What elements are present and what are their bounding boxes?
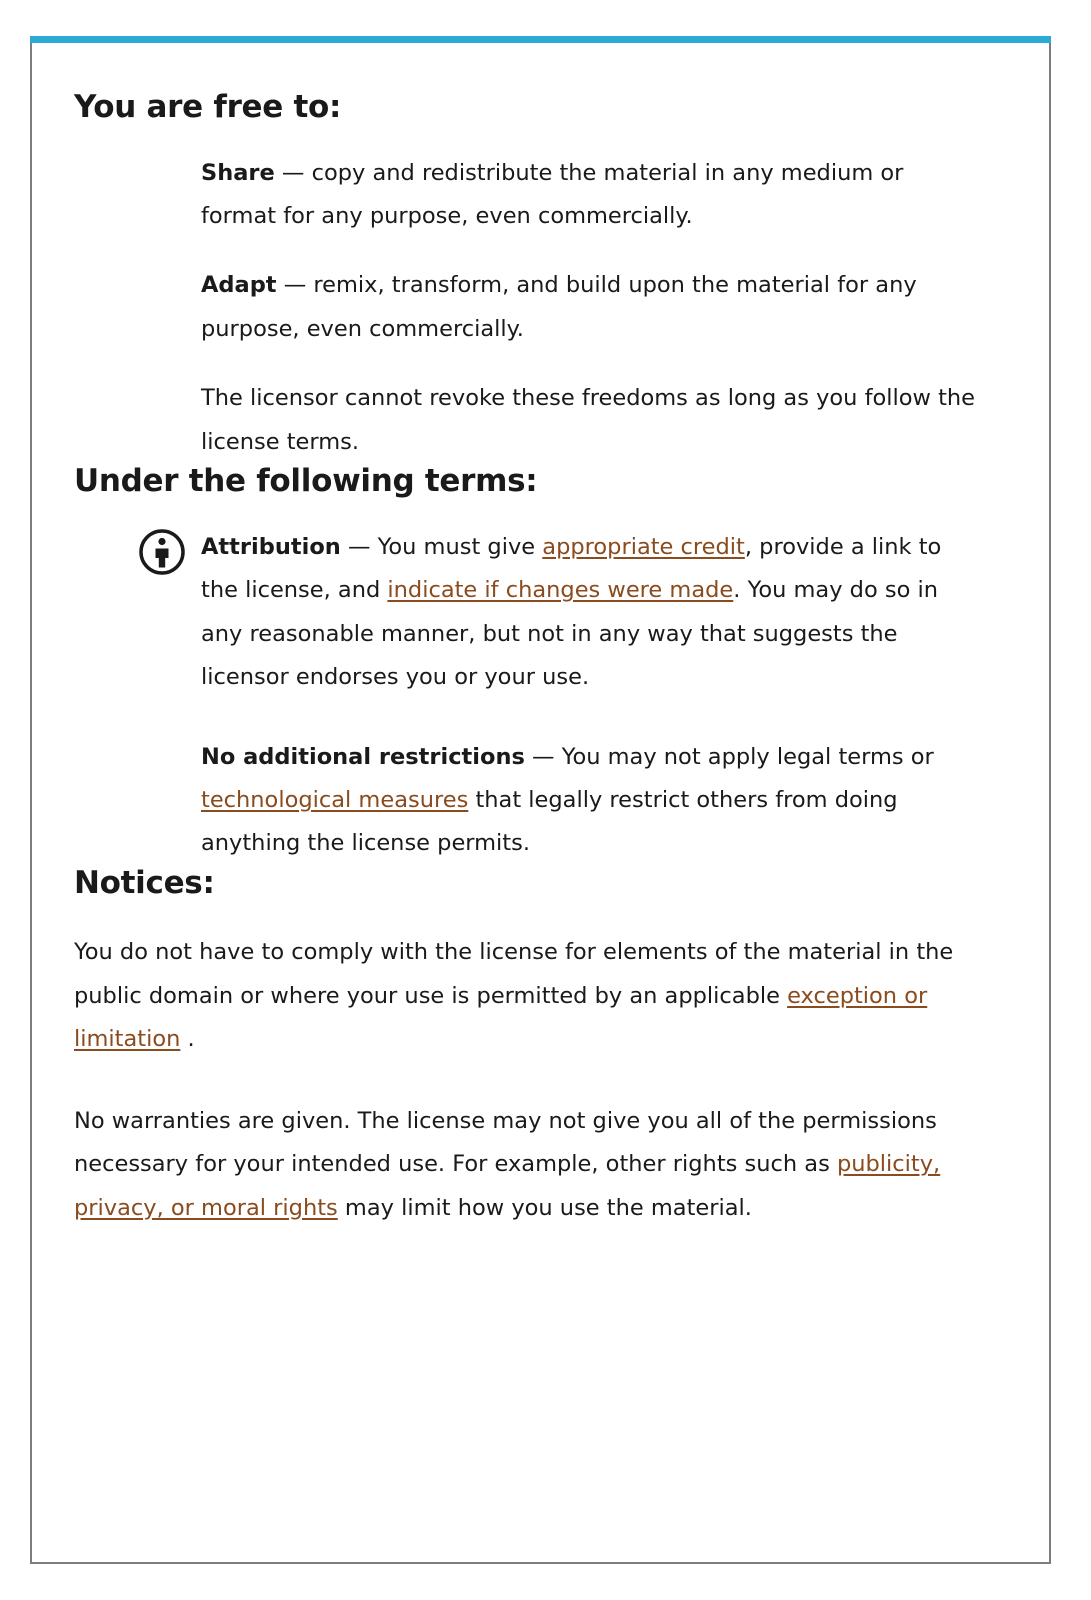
link-appropriate-credit[interactable]: appropriate credit — [542, 533, 745, 560]
term-no-restrictions-text-1: — You may not apply legal terms or — [524, 743, 934, 770]
freedom-adapt-paragraph — [201, 264, 984, 351]
notices-paragraph-2 — [74, 1100, 984, 1230]
freedom-share — [201, 152, 984, 239]
freedom-adapt-term: Adapt — [201, 272, 277, 299]
accent-top-bar — [30, 36, 1051, 43]
freedom-adapt — [201, 264, 984, 351]
heading-notices: Notices: — [74, 864, 215, 901]
link-publicity-privacy-moral-rights[interactable]: publicity, privacy, or moral rights — [74, 1151, 941, 1221]
notices-body — [74, 931, 984, 1230]
freedom-share-term: Share — [201, 159, 275, 186]
link-technological-measures[interactable]: technological measures — [201, 786, 469, 813]
notices-p2-text-2: may limit how you use the material. — [337, 1194, 752, 1221]
license-content — [74, 90, 984, 1230]
notices-p1-text-2: . — [180, 1026, 195, 1053]
freedom-note — [201, 377, 984, 464]
notices-paragraph-1 — [74, 931, 984, 1061]
freedom-adapt-text: — remix, transform, and build upon the material for any purpose, even commercially. — [201, 272, 917, 342]
term-attribution-paragraph — [201, 526, 984, 700]
heading-you-are-free-to: You are free to: — [74, 89, 342, 125]
freedom-share-text: — copy and redistribute the material in any medium or format for any purpose, even commercially. — [201, 159, 904, 230]
term-no-restrictions-text-2: that legally restrict others from doing anything the license permits. — [201, 786, 898, 857]
term-no-restrictions-label: No additional restrictions — [201, 743, 525, 770]
term-no-restrictions-paragraph — [201, 736, 984, 866]
freedom-share-paragraph — [201, 152, 984, 239]
term-attribution-label: Attribution — [201, 533, 341, 560]
term-attribution-text-1: — You must give — [340, 533, 543, 560]
notices-p2-text-1: No warranties are given. The license may not give you all of the permissions necessary for your intended use. For example, other rights such as — [74, 1107, 937, 1178]
notices-p1-text-1: You do not have to comply with the license for elements of the material in the public domain or where your use is permitted by an applicable — [74, 939, 954, 1009]
term-attribution — [201, 526, 984, 700]
freedom-note-paragraph: The licensor cannot revoke these freedoms as long as you follow the license terms. — [201, 385, 975, 455]
term-attribution-text-2: , provide a link to the license, and — [201, 533, 942, 604]
heading-under-the-following-terms: Under the following terms: — [74, 463, 538, 500]
attribution-person-icon — [139, 529, 185, 575]
term-attribution-text-3: . You may do so in any reasonable manner, but not in any way that suggests the licensor endorses you or your use. — [201, 577, 939, 691]
term-no-additional-restrictions — [201, 736, 984, 866]
link-exception-or-limitation[interactable]: exception or limitation — [74, 982, 928, 1053]
link-indicate-if-changes-were-made[interactable]: indicate if changes were made — [387, 577, 734, 604]
